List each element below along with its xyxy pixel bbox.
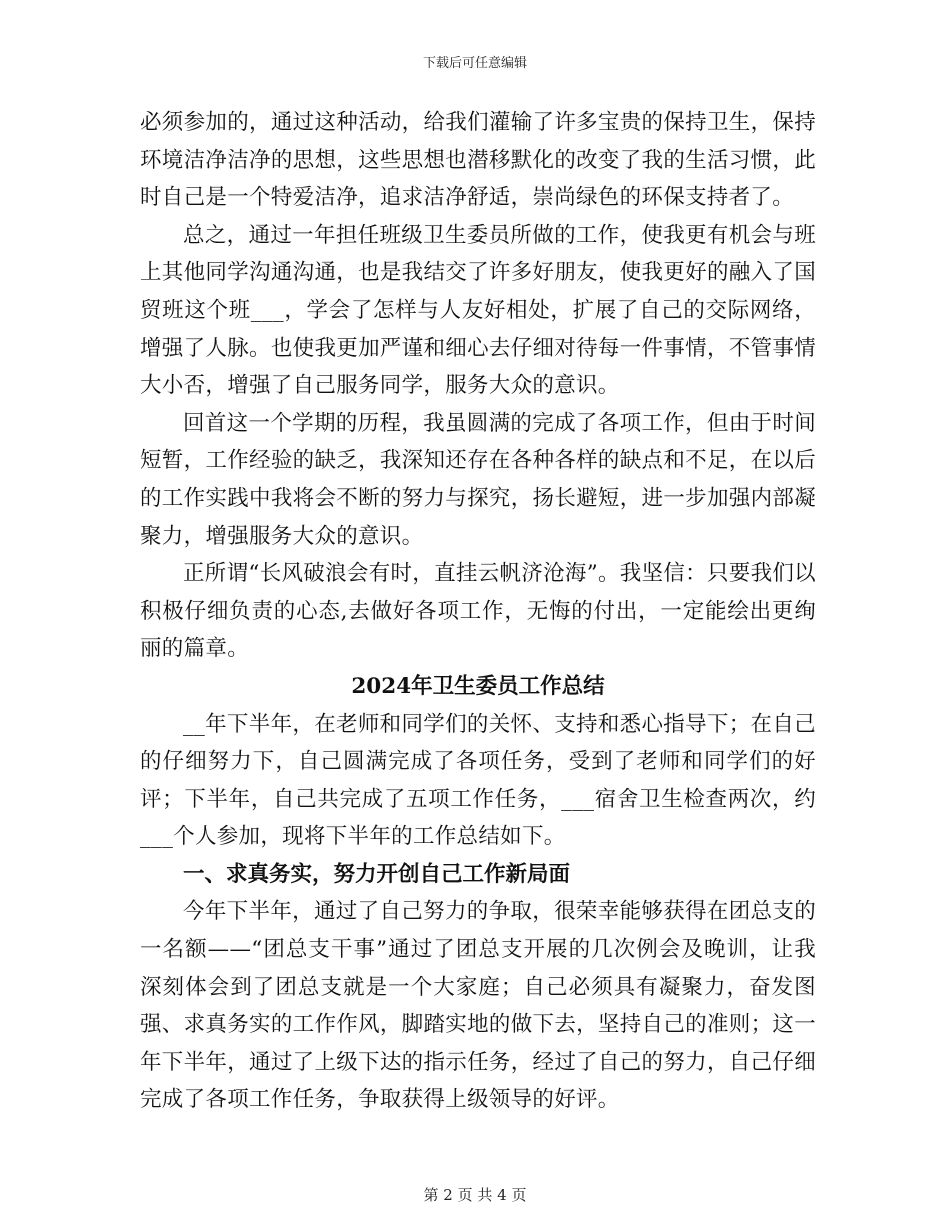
document-title: 2024年卫生委员工作总结 [351, 673, 605, 699]
document-body [140, 104, 816, 1119]
paragraph-review: 回首这一个学期的历程，我虽圆满的完成了各项工作，但由于时间短暂，工作经验的缺乏，我深知还存在各种各样的缺点和不足，在以后的工作实践中我将会不断的努力与探究，扬长避短，进一步加强内部凝聚力，增强服务大众的意识。 [140, 410, 816, 549]
paragraph-section-1: 今年下半年，通过了自己努力的争取，很荣幸能够获得在团总支的一名额——“团总支干事”通过了团总支开展的几次例会及晚训，让我深刻体会到了团总支就是一个大家庭；自己必须具有凝聚力，奋发图强、求真务实的工作作风，脚踏实地的做下去，坚持自己的准则；这一年下半年，通过了上级下达的指示任务，经过了自己的努力，自己仔细完成了各项工作任务，争取获得上级领导的好评。 [140, 899, 816, 1113]
paragraph-quote: 正所谓“长风破浪会有时，直挂云帆济沧海”。我坚信：只要我们以积极仔细负责的心态,去做好各项工作，无悔的付出，一定能绘出更绚丽的篇章。 [140, 561, 816, 662]
page-header: 下载后可任意编辑 [422, 56, 527, 71]
paragraph-summary: 总之，通过一年担任班级卫生委员所做的工作，使我更有机会与班上其他同学沟通沟通，也是我结交了许多好朋友，使我更好的融入了国贸班这个班___，学会了怎样与人友好相处，扩展了自己的交际网络，增强了人脉。也使我更加严谨和细心去仔细对待每一件事情，不管事情大小否，增强了自己服务同学，服务大众的意识。 [140, 222, 816, 399]
page-footer: 第 2 页 共 4 页 [423, 1186, 527, 1204]
paragraph-continuation: 必须参加的，通过这种活动，给我们灌输了许多宝贵的保持卫生，保持环境洁净洁净的思想，这些思想也潜移默化的改变了我的生活习惯，此时自己是一个特爱洁净，追求洁净舒适，崇尚绿色的环保支持者了。 [140, 110, 816, 211]
section-heading-1: 一、求真务实，努力开创自己工作新局面 [183, 861, 571, 887]
paragraph-intro: __年下半年，在老师和同学们的关怀、支持和悉心指导下；在自己的仔细努力下，自己圆满完成了各项任务，受到了老师和同学们的好评；下半年，自己共完成了五项工作任务，___宿舍卫生检查两次，约___个人参加，现将下半年的工作总结如下。 [140, 711, 816, 850]
